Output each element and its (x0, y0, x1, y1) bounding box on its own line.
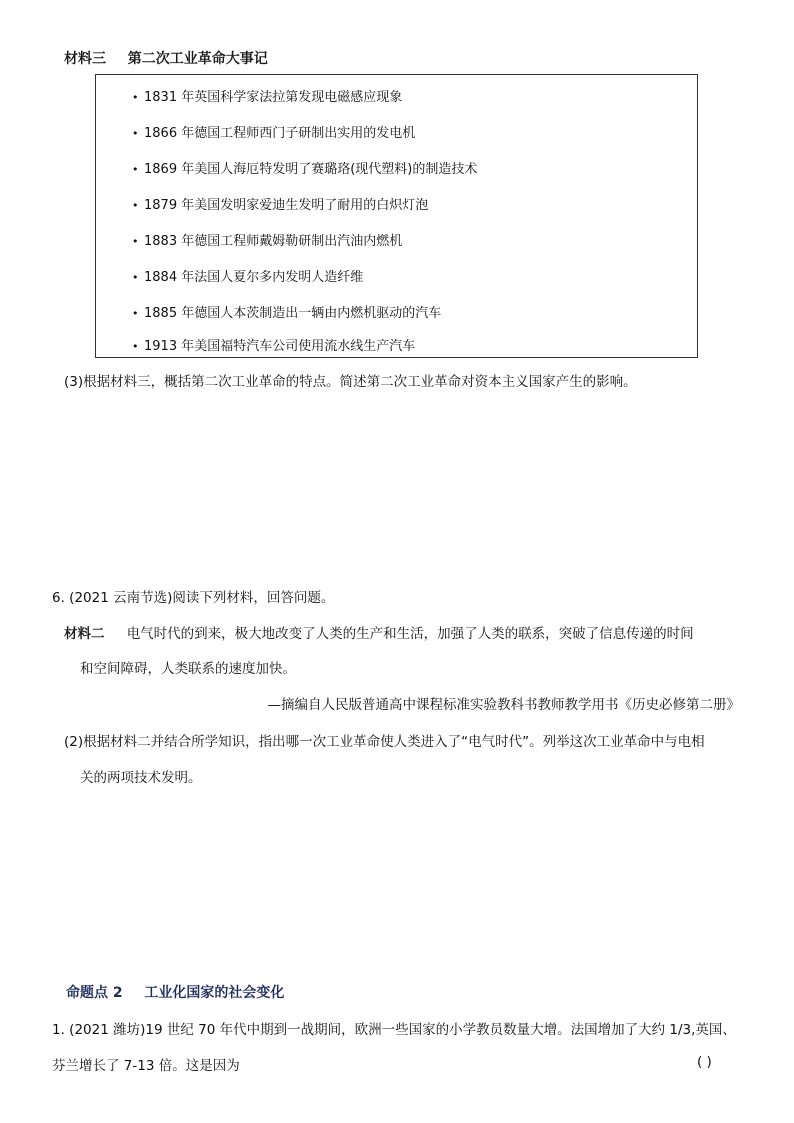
bullet-icon: • (132, 271, 139, 284)
bullet-icon: • (132, 163, 139, 176)
material2-text-2: 和空间障碍，人类联系的速度加快。 (80, 661, 296, 677)
section-title: 工业化国家的社会变化 (144, 985, 285, 1001)
section-label: 命题点 2 (66, 985, 123, 1001)
question-3: (3)根据材料三，概括第二次工业革命的特点。简述第二次工业革命对资本主义国家产生的影响。 (64, 374, 637, 390)
question-6-2-line2: 关的两项技术发明。 (80, 770, 202, 786)
events-table-box (95, 74, 698, 358)
bullet-icon: • (132, 340, 139, 353)
question-1-line2: 芬兰增长了 7-13 倍。这是因为 (52, 1058, 240, 1074)
material2-source: —摘编自人民版普通高中课程标准实验教科书教师教学用书《历史必修第二册》 (267, 697, 740, 713)
material3-heading (64, 48, 268, 68)
event-item: • 1884 年法国人夏尔多内发明人造纤维 (132, 270, 364, 285)
event-item: • 1883 年德国工程师戴姆勒研制出汽油内燃机 (132, 234, 403, 249)
bullet-icon: • (132, 127, 139, 140)
material3-title: 第二次工业革命大事记 (127, 51, 268, 67)
material2-text-1: 电气时代的到来，极大地改变了人类的生产和生活，加强了人类的联系，突破了信息传递的时间 (126, 626, 694, 642)
material2-line1 (64, 622, 694, 642)
event-item: • 1913 年美国福特汽车公司使用流水线生产汽车 (132, 339, 416, 354)
material2-label: 材料二 (64, 626, 105, 642)
event-item: • 1869 年美国人海厄特发明了赛璐珞(现代塑料)的制造技术 (132, 162, 478, 177)
question-1-line1: 1. (2021 潍坊)19 世纪 70 年代中期到一战期间，欧洲一些国家的小学教员数量大增。法国增加了大约 1/3,英国、 (52, 1022, 736, 1038)
event-item: • 1879 年美国发明家爱迪生发明了耐用的白炽灯泡 (132, 198, 429, 213)
bullet-icon: • (132, 235, 139, 248)
question-6-2-line1: (2)根据材料二并结合所学知识，指出哪一次工业革命使人类进入了“电气时代”。列举这次工业革命中与电相 (64, 734, 705, 750)
section-heading (66, 982, 284, 1002)
bullet-icon: • (132, 199, 139, 212)
event-item: • 1866 年德国工程师西门子研制出实用的发电机 (132, 126, 416, 141)
bullet-icon: • (132, 91, 139, 104)
answer-paren: ( ) (697, 1054, 712, 1070)
event-item: • 1885 年德国人本茨制造出一辆由内燃机驱动的汽车 (132, 306, 442, 321)
material3-label: 材料三 (64, 51, 106, 67)
event-item: • 1831 年英国科学家法拉第发现电磁感应现象 (132, 90, 403, 105)
bullet-icon: • (132, 307, 139, 320)
question-6-stem: 6. (2021 云南节选)阅读下列材料，回答问题。 (52, 590, 335, 606)
